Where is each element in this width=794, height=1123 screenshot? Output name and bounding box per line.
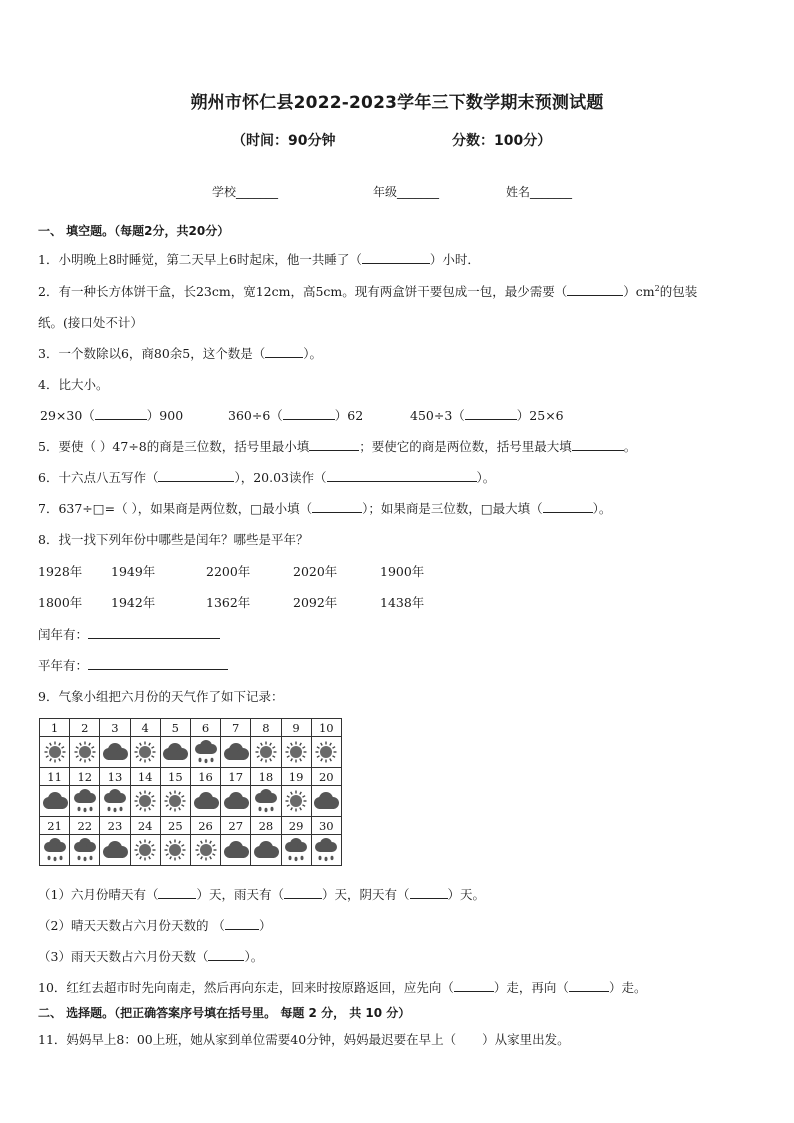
weather-day-number: 26 — [190, 817, 220, 835]
question-8-title: 8．找一找下列年份中哪些是闰年？哪些是平年？ — [38, 532, 309, 547]
sun-icon — [284, 789, 308, 813]
cloud-icon — [222, 741, 250, 763]
question-9-part-1: （1）六月份晴天有（ ）天，雨天有（ ）天，阴天有（ ）天。 — [38, 887, 486, 902]
grade-field[interactable]: 年级_______ — [373, 185, 440, 199]
weather-cell — [130, 835, 160, 866]
question-2: 2．有一种长方体饼干盒，长23cm，宽12cm，高5cm。现有两盒饼干要包成一包，最少需要（ ）$cm^2$的包装 — [38, 283, 698, 299]
answer-blank[interactable] — [283, 407, 335, 420]
weather-day-number: 21 — [40, 817, 70, 835]
leap-years-line: 闰年有： — [38, 625, 220, 643]
question-5: 5．要使（ ）47÷8的商是三位数，括号里最小填 ；要使它的商是两位数，括号里最大填 。 — [38, 439, 637, 454]
weather-cell — [130, 786, 160, 817]
weather-cell — [251, 786, 281, 817]
rain-icon — [282, 837, 310, 863]
rain-icon — [71, 837, 99, 863]
cloud-icon — [101, 741, 129, 763]
question-10: 10．红红去超市时先向南走，然后再向东走，回来时按原路返回，应先向（ ）走，再向（ ）走。 — [38, 980, 647, 995]
weather-day-number: 11 — [40, 768, 70, 786]
year-1438: 1438年 — [380, 595, 425, 610]
weather-cell — [281, 835, 311, 866]
weather-icon-row — [40, 786, 342, 817]
weather-cell — [70, 835, 100, 866]
weather-icon-row — [40, 737, 342, 768]
weather-cell — [100, 737, 130, 768]
weather-day-number: 12 — [70, 768, 100, 786]
section-2-title: 二、 选择题。（把正确答案序号填在括号里。 每题 2 分， 共 10 分） — [38, 1006, 411, 1020]
question-9-part-2: （2）晴天天数占六月份天数的 （ ） — [38, 918, 272, 933]
sun-icon — [194, 838, 218, 862]
weather-cell — [100, 835, 130, 866]
answer-blank[interactable] — [95, 407, 147, 420]
question-6: 6．十六点八五写作（ ），20.03读作（ ）。 — [38, 470, 496, 485]
weather-day-number: 4 — [130, 719, 160, 737]
weather-day-number: 23 — [100, 817, 130, 835]
sun-icon — [163, 838, 187, 862]
weather-day-number: 14 — [130, 768, 160, 786]
weather-cell — [311, 737, 341, 768]
weather-cell — [160, 835, 190, 866]
cloud-icon — [222, 839, 250, 861]
rain-icon — [41, 837, 69, 863]
exam-score: 分数：100分） — [452, 133, 552, 149]
weather-day-number: 1 — [40, 719, 70, 737]
weather-cell — [221, 835, 251, 866]
year-1928: 1928年 — [38, 564, 83, 579]
weather-day-number: 18 — [251, 768, 281, 786]
weather-icon-row — [40, 835, 342, 866]
year-1800: 1800年 — [38, 595, 83, 610]
weather-day-row — [40, 719, 342, 737]
question-4-compare-2: 360÷6（ ）62 — [228, 408, 364, 423]
weather-cell — [160, 786, 190, 817]
rain-icon — [312, 837, 340, 863]
rain-icon — [101, 788, 129, 814]
weather-day-number: 20 — [311, 768, 341, 786]
sun-icon — [314, 740, 338, 764]
weather-day-number: 27 — [221, 817, 251, 835]
weather-day-number: 29 — [281, 817, 311, 835]
weather-cell — [251, 835, 281, 866]
answer-blank[interactable] — [208, 948, 244, 961]
sun-icon — [254, 740, 278, 764]
rain-icon — [192, 739, 220, 765]
question-4-compare-3: 450÷3（ ）25×6 — [410, 408, 564, 423]
school-field[interactable]: 学校_______ — [212, 185, 279, 199]
year-2020: 2020年 — [293, 564, 338, 579]
weather-cell — [100, 786, 130, 817]
weather-cell — [221, 786, 251, 817]
weather-day-number: 22 — [70, 817, 100, 835]
year-1362: 1362年 — [206, 595, 251, 610]
weather-day-number: 30 — [311, 817, 341, 835]
weather-day-number: 9 — [281, 719, 311, 737]
weather-day-number: 24 — [130, 817, 160, 835]
answer-blank[interactable] — [410, 886, 448, 899]
sun-icon — [73, 740, 97, 764]
sun-icon — [43, 740, 67, 764]
question-2-cont: 纸。(接口处不计） — [38, 315, 143, 330]
answer-blank[interactable] — [265, 345, 303, 358]
weather-day-number: 10 — [311, 719, 341, 737]
answer-blank[interactable] — [327, 469, 477, 482]
answer-blank[interactable] — [569, 979, 609, 992]
rain-icon — [71, 788, 99, 814]
answer-blank[interactable] — [158, 469, 234, 482]
weather-table — [39, 718, 342, 866]
question-9-title: 9．气象小组把六月份的天气作了如下记录： — [38, 689, 284, 704]
weather-cell — [221, 737, 251, 768]
exam-time: （时间：90分钟 — [232, 133, 336, 149]
weather-cell — [130, 737, 160, 768]
question-4-title: 4．比大小。 — [38, 377, 109, 392]
year-2200: 2200年 — [206, 564, 251, 579]
answer-blank[interactable] — [312, 500, 362, 513]
weather-cell — [281, 737, 311, 768]
year-1900: 1900年 — [380, 564, 425, 579]
weather-cell — [160, 737, 190, 768]
question-4-compare-1: 29×30（ ）900 — [40, 408, 184, 423]
weather-cell — [311, 835, 341, 866]
cloud-icon — [222, 790, 250, 812]
weather-day-number: 17 — [221, 768, 251, 786]
answer-blank[interactable] — [158, 886, 196, 899]
sun-icon — [133, 789, 157, 813]
weather-day-number: 5 — [160, 719, 190, 737]
weather-cell — [70, 737, 100, 768]
weather-day-number: 6 — [190, 719, 220, 737]
answer-blank[interactable] — [572, 438, 624, 451]
question-9-part-3: （3）雨天天数占六月份天数（ ）。 — [38, 949, 264, 964]
answer-blank[interactable] — [465, 407, 517, 420]
weather-cell — [40, 786, 70, 817]
weather-cell — [40, 737, 70, 768]
answer-blank[interactable] — [309, 438, 359, 451]
weather-day-number: 3 — [100, 719, 130, 737]
name-field[interactable]: 姓名_______ — [506, 185, 573, 199]
question-3: 3．一个数除以6，商80余5，这个数是（ ）。 — [38, 346, 323, 361]
weather-cell — [190, 835, 220, 866]
sun-icon — [284, 740, 308, 764]
weather-day-number: 7 — [221, 719, 251, 737]
cloud-icon — [161, 741, 189, 763]
weather-cell — [311, 786, 341, 817]
answer-blank[interactable] — [362, 251, 430, 264]
weather-day-row — [40, 817, 342, 835]
sun-icon — [133, 838, 157, 862]
weather-day-number: 19 — [281, 768, 311, 786]
weather-day-number: 2 — [70, 719, 100, 737]
year-1942: 1942年 — [111, 595, 156, 610]
answer-blank[interactable] — [454, 979, 494, 992]
weather-cell — [190, 737, 220, 768]
weather-day-number: 8 — [251, 719, 281, 737]
weather-day-number: 13 — [100, 768, 130, 786]
question-1: 1．小明晚上8时睡觉，第二天早上6时起床，他一共睡了（ ）小时． — [38, 252, 480, 267]
year-2092: 2092年 — [293, 595, 338, 610]
weather-cell — [251, 737, 281, 768]
answer-blank[interactable] — [88, 657, 228, 670]
rain-icon — [252, 788, 280, 814]
page-title: 朔州市怀仁县2022-2023学年三下数学期末预测试题 — [190, 93, 604, 113]
answer-blank[interactable] — [543, 500, 593, 513]
weather-cell — [70, 786, 100, 817]
sun-icon — [163, 789, 187, 813]
question-11: 11．妈妈早上8：00上班，她从家到单位需要40分钟，妈妈最迟要在早上（ ）从家里出发。 — [38, 1032, 570, 1047]
section-1-title: 一、 填空题。（每题2分，共20分） — [38, 224, 230, 238]
sun-icon — [133, 740, 157, 764]
cloud-icon — [312, 790, 340, 812]
cloud-icon — [192, 790, 220, 812]
weather-cell — [190, 786, 220, 817]
year-1949: 1949年 — [111, 564, 156, 579]
question-7: 7．637÷□=（ ），如果商是两位数，□最小填（ ）；如果商是三位数，□最大填（ ）。 — [38, 501, 612, 516]
weather-day-row — [40, 768, 342, 786]
common-years-line: 平年有： — [38, 656, 228, 674]
weather-cell — [40, 835, 70, 866]
weather-cell — [281, 786, 311, 817]
weather-day-number: 15 — [160, 768, 190, 786]
answer-blank[interactable] — [225, 917, 259, 930]
answer-blank[interactable] — [88, 626, 220, 639]
weather-day-number: 25 — [160, 817, 190, 835]
weather-day-number: 16 — [190, 768, 220, 786]
answer-blank[interactable] — [284, 886, 322, 899]
cloud-icon — [41, 790, 69, 812]
answer-blank[interactable] — [567, 283, 623, 296]
weather-day-number: 28 — [251, 817, 281, 835]
cloud-icon — [252, 839, 280, 861]
cloud-icon — [101, 839, 129, 861]
